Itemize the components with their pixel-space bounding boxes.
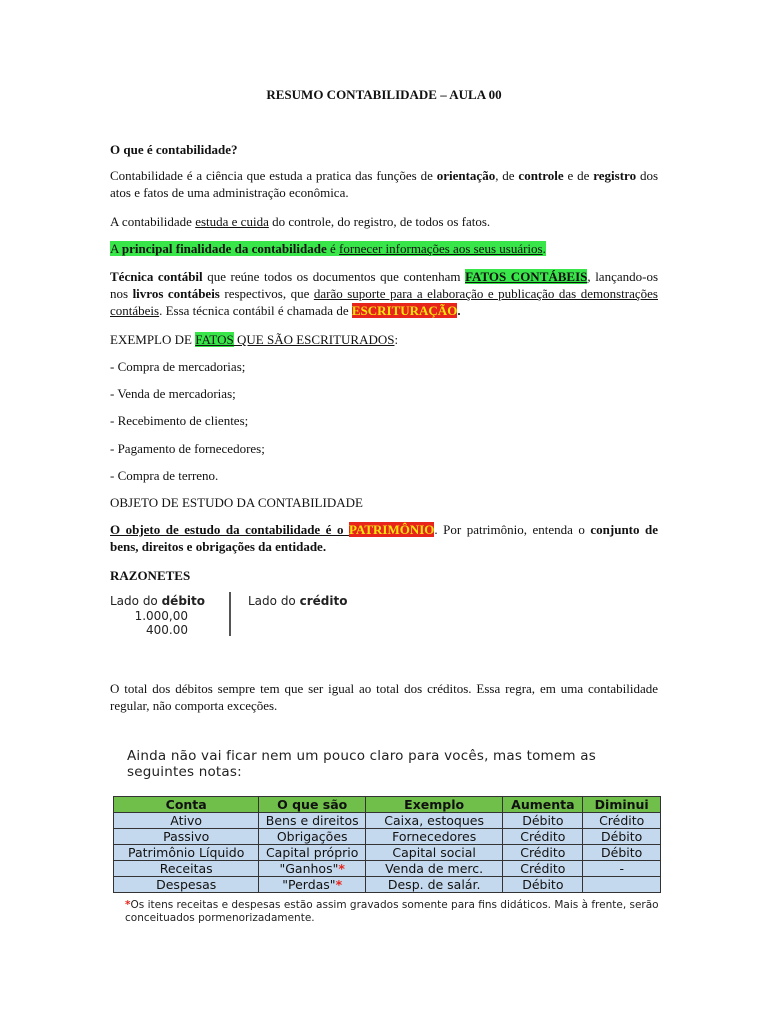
paragraph-objeto: O objeto de estudo da contabilidade é o PATRIMÔNIO. Por patrimônio, entenda o conjunto de bens, direitos e obrigações da entidade. [110, 522, 658, 554]
table-header: Diminui [583, 797, 661, 813]
table-header: Aumenta [503, 797, 583, 813]
paragraph-studies: A contabilidade estuda e cuida do controle, do registro, de todos os fatos. [110, 214, 491, 229]
table-header: O que são [259, 797, 366, 813]
example-item: - Compra de mercadorias; [110, 359, 246, 374]
razonete-divider [229, 592, 231, 636]
table-row [114, 877, 661, 893]
razonete-debit-label: Lado do débito [110, 594, 206, 608]
table-cell: Receitas [114, 861, 259, 877]
table-cell: Obrigações [259, 829, 366, 845]
accounts-table [113, 796, 661, 893]
table-cell [583, 877, 661, 893]
examples-heading: EXEMPLO DE FATOS QUE SÃO ESCRITURADOS: [110, 332, 399, 347]
table-cell: Capital social [366, 845, 503, 861]
paragraph-total: O total dos débitos sempre tem que ser igual ao total dos créditos. Essa regra, em uma contabilidade regular, não comporta exceções. [110, 681, 658, 713]
table-row [114, 845, 661, 861]
razonetes-heading: RAZONETES [110, 568, 191, 583]
table-cell: Passivo [114, 829, 259, 845]
table-row [114, 829, 661, 845]
table-cell: Crédito [503, 845, 583, 861]
table-intro: Ainda não vai ficar nem um pouco claro para vocês, mas tomem as seguintes notas: [127, 748, 596, 780]
razonete-debit-value: 1.000,00 [134, 609, 188, 623]
accounts-table-figure [113, 748, 665, 925]
question-heading: O que é contabilidade? [110, 142, 238, 157]
table-cell: "Perdas"* [259, 877, 366, 893]
example-item: - Compra de terreno. [110, 468, 219, 483]
table-cell: Débito [503, 813, 583, 829]
table-cell: Débito [583, 829, 661, 845]
table-row [114, 813, 661, 829]
razonete-debit-value: 400.00 [146, 623, 188, 637]
table-cell: Débito [583, 845, 661, 861]
asterisk-mark: * [338, 861, 345, 876]
asterisk-mark: * [335, 877, 343, 892]
table-cell: "Ganhos"* [259, 861, 366, 877]
table-cell: Débito [503, 877, 583, 893]
table-cell: Fornecedores [366, 829, 503, 845]
objeto-heading: OBJETO DE ESTUDO DA CONTABILIDADE [110, 495, 363, 510]
paragraph-tecnica: Técnica contábil que reúne todos os documentos que contenham FATOS CONTÁBEIS, lançando-os nos livros contábeis respectivos, que darão suporte para a elaboração e publicação das demonstrações contábeis. Essa técnica contábil é chamada de ESCRITURAÇÃO. [110, 269, 659, 318]
table-cell: Desp. de salár. [366, 877, 503, 893]
table-cell: - [583, 861, 661, 877]
table-header: Exemplo [366, 797, 503, 813]
table-cell: Ativo [114, 813, 259, 829]
razonete-credit-label: Lado do crédito [248, 594, 348, 608]
table-cell: Despesas [114, 877, 259, 893]
paragraph-definition: Contabilidade é a ciência que estuda a pratica das funções de orientação, de controle e de registro dos atos e fatos de uma administração econômica. [110, 168, 658, 200]
table-header-row [114, 797, 661, 813]
example-item: - Recebimento de clientes; [110, 413, 249, 428]
table-header: Conta [114, 797, 259, 813]
table-cell: Crédito [583, 813, 661, 829]
table-footnote: *Os itens receitas e despesas estão assim gravados somente para fins didáticos. Mais à frente, serão conceituados pormenorizadamente. [125, 899, 659, 924]
table-row [114, 861, 661, 877]
table-cell: Caixa, estoques [366, 813, 503, 829]
table-cell: Capital próprio [259, 845, 366, 861]
example-item: - Venda de mercadorias; [110, 386, 236, 401]
table-cell: Patrimônio Líquido [114, 845, 259, 861]
razonete-t-account [110, 590, 370, 638]
example-item: - Pagamento de fornecedores; [110, 441, 265, 456]
table-cell: Bens e direitos [259, 813, 366, 829]
paragraph-finalidade: A principal finalidade da contabilidade é fornecer informações aos seus usuários. [110, 241, 546, 256]
page-title: RESUMO CONTABILIDADE – AULA 00 [266, 87, 502, 102]
table-cell: Venda de merc. [366, 861, 503, 877]
table-cell: Crédito [503, 861, 583, 877]
table-cell: Crédito [503, 829, 583, 845]
